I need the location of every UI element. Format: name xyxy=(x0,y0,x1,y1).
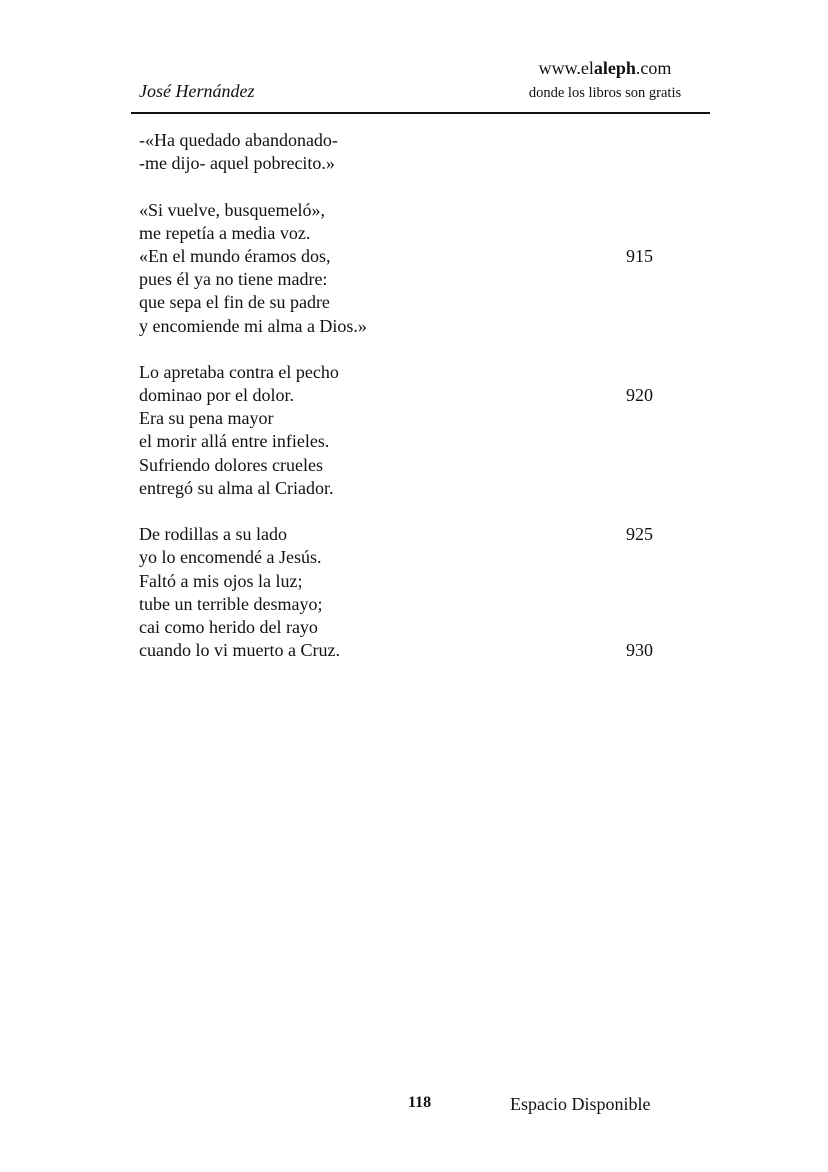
verse-line xyxy=(139,407,699,430)
verse-line xyxy=(139,222,699,245)
verse-line xyxy=(139,639,699,662)
verse-line xyxy=(139,593,699,616)
verse-line xyxy=(139,430,699,453)
site-tagline: donde los libros son gratis xyxy=(528,85,682,101)
verse-line xyxy=(139,291,699,314)
stanza xyxy=(139,199,699,338)
verse-text: Lo apretaba contra el pecho xyxy=(139,361,339,382)
page-number: 118 xyxy=(408,1094,432,1111)
poem-body xyxy=(139,129,699,686)
site-link[interactable] xyxy=(505,58,705,79)
line-number: 930 xyxy=(626,640,653,661)
verse-line xyxy=(139,454,699,477)
verse-line xyxy=(139,384,699,407)
verse-line xyxy=(139,616,699,639)
verse-line xyxy=(139,129,699,152)
footer-label: Espacio Disponible xyxy=(510,1094,651,1114)
verse-text: dominao por el dolor. xyxy=(139,385,294,406)
stanza xyxy=(139,361,699,500)
line-number: 920 xyxy=(626,385,653,406)
verse-line xyxy=(139,152,699,175)
verse-text: y encomiende mi alma a Dios.» xyxy=(139,315,367,336)
verse-text: que sepa el fin de su padre xyxy=(139,292,330,313)
verse-text: De rodillas a su lado xyxy=(139,524,287,545)
verse-text: Faltó a mis ojos la luz; xyxy=(139,570,303,591)
verse-text: Era su pena mayor xyxy=(139,408,274,429)
verse-text: tube un terrible desmayo; xyxy=(139,593,323,614)
site-prefix: www.el xyxy=(538,58,594,78)
verse-text: yo lo encomendé a Jesús. xyxy=(139,547,322,568)
verse-text: «En el mundo éramos dos, xyxy=(139,245,331,266)
site-suffix: .com xyxy=(635,58,672,78)
verse-text: «Si vuelve, busquemeló», xyxy=(139,199,325,220)
verse-line xyxy=(139,268,699,291)
verse-text: Sufriendo dolores crueles xyxy=(139,454,323,475)
verse-text: cai como herido del rayo xyxy=(139,616,318,637)
verse-text: entregó su alma al Criador. xyxy=(139,477,334,498)
verse-text: -«Ha quedado abandonado- xyxy=(139,130,338,150)
verse-line xyxy=(139,477,699,500)
header-divider xyxy=(131,112,710,114)
verse-text: el morir allá entre infieles. xyxy=(139,431,330,452)
verse-line xyxy=(139,245,699,268)
verse-line xyxy=(139,546,699,569)
verse-text: me repetía a media voz. xyxy=(139,222,311,243)
verse-line xyxy=(139,523,699,546)
verse-line xyxy=(139,199,699,222)
verse-text: -me dijo- aquel pobrecito.» xyxy=(139,153,335,174)
line-number: 915 xyxy=(626,245,653,266)
line-number: 925 xyxy=(626,524,653,545)
verse-line xyxy=(139,361,699,384)
verse-line xyxy=(139,315,699,338)
verse-line xyxy=(139,570,699,593)
verse-text: pues él ya no tiene madre: xyxy=(139,269,328,290)
stanza xyxy=(139,523,699,662)
author-name: José Hernández xyxy=(139,81,255,101)
site-bold: aleph xyxy=(593,58,636,78)
verse-text: cuando lo vi muerto a Cruz. xyxy=(139,640,340,661)
stanza xyxy=(139,129,699,175)
